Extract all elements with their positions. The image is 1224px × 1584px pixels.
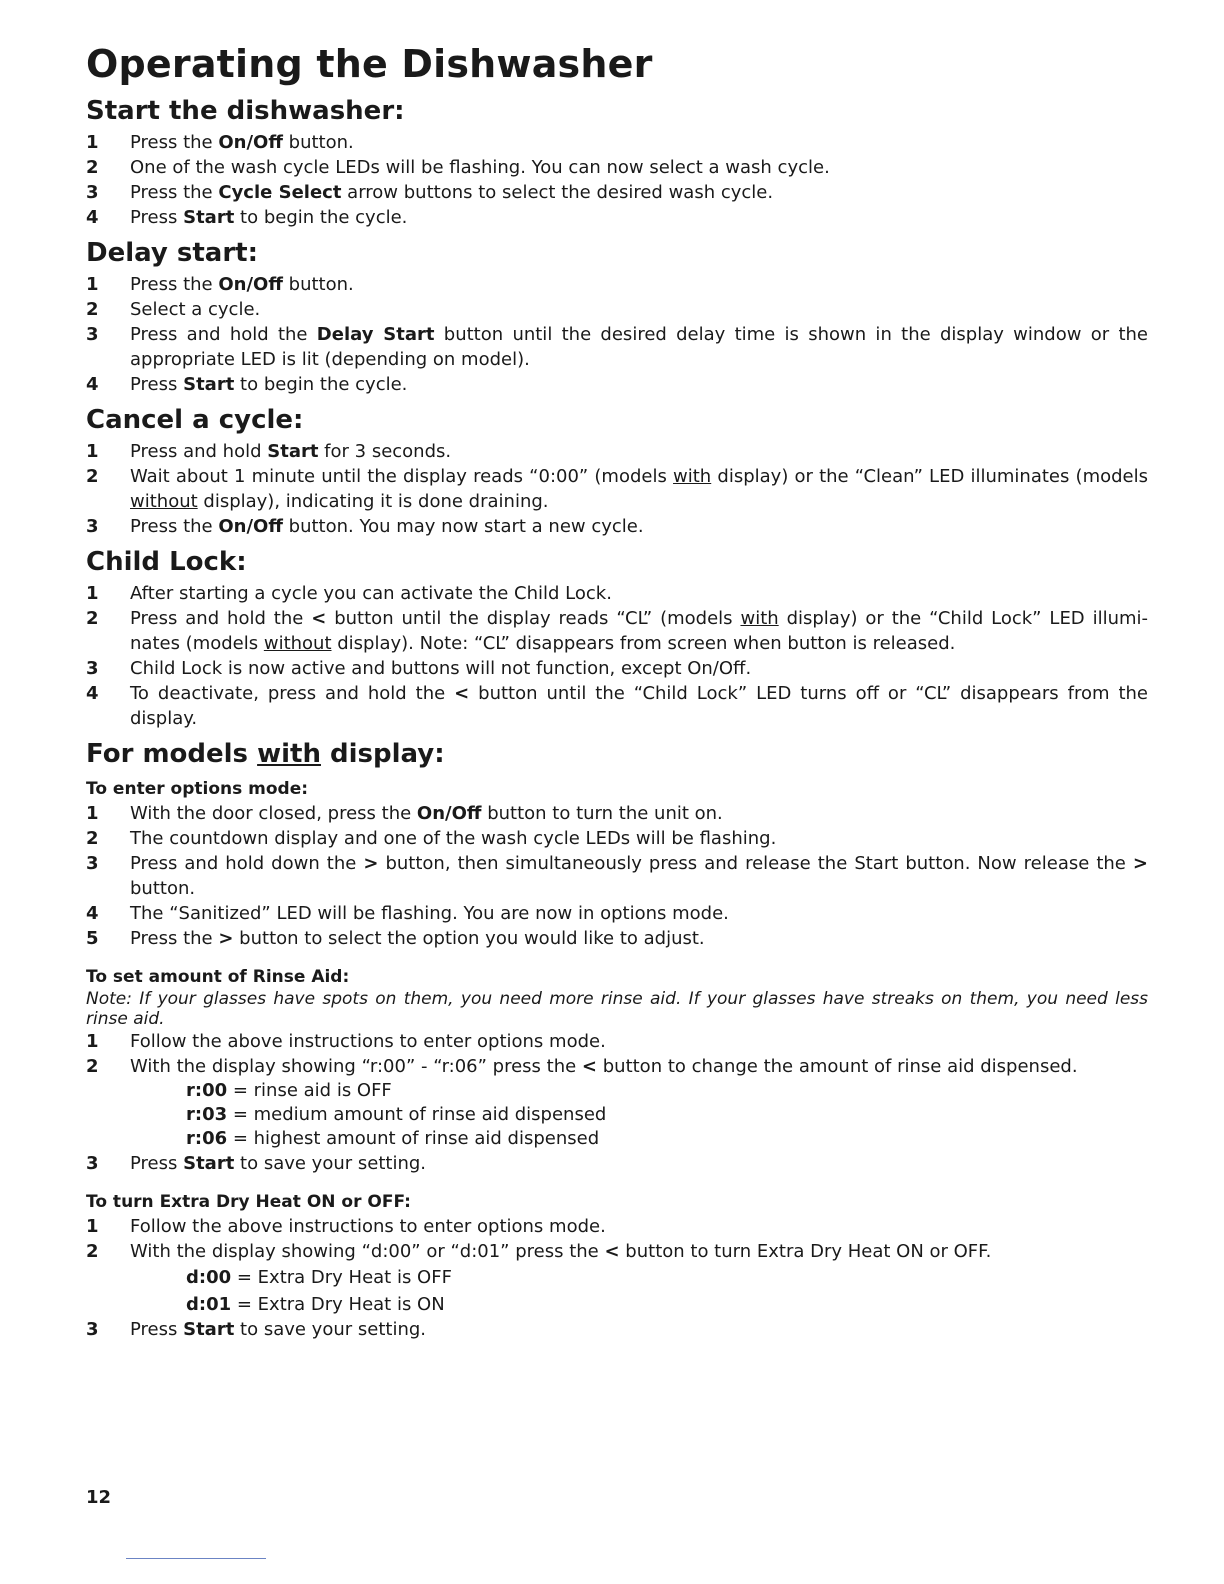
list-item: 2 The countdown display and one of the wash cycle LEDs will be flashing. bbox=[86, 828, 777, 849]
step-number: 1 bbox=[86, 274, 99, 295]
list-item: 1 After starting a cycle you can activate the Child Lock. bbox=[86, 583, 612, 604]
cycle-select-label: Cycle Select bbox=[218, 182, 342, 203]
step-number: 3 bbox=[86, 853, 99, 874]
step-number: 3 bbox=[86, 1153, 99, 1174]
delay-section bbox=[86, 236, 1148, 397]
child-lock-heading: Child Lock: bbox=[86, 547, 247, 577]
list-item: 2 Select a cycle. bbox=[86, 299, 261, 320]
step-number: 1 bbox=[86, 1216, 99, 1237]
enter-options-heading: To enter options mode: bbox=[86, 779, 309, 799]
left-arrow-symbol: < bbox=[604, 1241, 620, 1262]
list-item: 1 Press and hold Start for 3 seconds. bbox=[86, 441, 452, 462]
list-item: 2 One of the wash cycle LEDs will be flashing. You can now select a wash cycle. bbox=[86, 157, 830, 178]
list-item: 4 The “Sanitized” LED will be flashing. You are now in options mode. bbox=[86, 903, 729, 924]
left-arrow-symbol: < bbox=[311, 608, 327, 629]
step-number: 2 bbox=[86, 608, 99, 629]
start-section bbox=[86, 94, 1148, 230]
footer-divider bbox=[126, 1558, 266, 1559]
step-number: 1 bbox=[86, 441, 99, 462]
rinse-aid-steps-cont bbox=[86, 1151, 1148, 1176]
step-number: 4 bbox=[86, 903, 99, 924]
manual-page bbox=[86, 40, 1148, 1342]
extra-dry-heading: To turn Extra Dry Heat ON or OFF: bbox=[86, 1192, 411, 1212]
start-steps bbox=[86, 130, 1148, 230]
list-item: 2 With the display showing “r:00” - “r:06” press the < button to change the amount of rinse aid dispensed. bbox=[86, 1056, 1078, 1077]
page-number: 12 bbox=[86, 1487, 112, 1508]
rinse-aid-note: Note: If your glasses have spots on them, you need more rinse aid. If your glasses have streaks on them, you need less rinse aid. bbox=[86, 989, 1148, 1029]
list-item: 4 Press Start to begin the cycle. bbox=[86, 374, 408, 395]
list-item: 3 Press Start to save your setting. bbox=[86, 1153, 427, 1174]
right-arrow-symbol: > bbox=[1132, 853, 1148, 874]
extra-dry-steps bbox=[86, 1214, 1148, 1264]
step-number: 2 bbox=[86, 1056, 99, 1077]
list-item: 3 Child Lock is now active and buttons will not function, except On/Off. bbox=[86, 658, 752, 679]
list-item: 1 Press the On/Off button. bbox=[86, 274, 354, 295]
left-arrow-symbol: < bbox=[581, 1056, 598, 1077]
rinse-aid-steps bbox=[86, 1029, 1148, 1079]
step-number: 4 bbox=[86, 207, 99, 228]
models-with-display-section bbox=[86, 737, 1148, 1342]
enter-options-steps bbox=[86, 801, 1148, 951]
step-number: 2 bbox=[86, 299, 99, 320]
list-item: 4 Press Start to begin the cycle. bbox=[86, 207, 408, 228]
list-item: 3 Press and hold down the > button, then simultaneously press and release the Start button. Now release the > button. bbox=[86, 853, 1148, 899]
rinse-option-r03: r:03 = medium amount of rinse aid dispensed bbox=[186, 1104, 607, 1125]
step-number: 1 bbox=[86, 583, 99, 604]
left-arrow-symbol: < bbox=[454, 683, 470, 704]
step-number: 4 bbox=[86, 374, 99, 395]
dry-option-d00: d:00 = Extra Dry Heat is OFF bbox=[186, 1267, 452, 1288]
step-number: 2 bbox=[86, 828, 99, 849]
list-item: 3 Press the On/Off button. You may now start a new cycle. bbox=[86, 516, 644, 537]
list-item: 1 Follow the above instructions to enter options mode. bbox=[86, 1031, 606, 1052]
step-number: 3 bbox=[86, 324, 99, 345]
list-item: 3 Press the Cycle Select arrow buttons to select the desired wash cycle. bbox=[86, 182, 774, 203]
step-number: 1 bbox=[86, 132, 99, 153]
list-item: 3 Press Start to save your setting. bbox=[86, 1319, 427, 1340]
models-heading: For models with display: bbox=[86, 739, 445, 769]
step-number: 2 bbox=[86, 1241, 99, 1262]
start-heading: Start the dishwasher: bbox=[86, 96, 405, 126]
cancel-section bbox=[86, 403, 1148, 539]
cancel-heading: Cancel a cycle: bbox=[86, 405, 304, 435]
right-arrow-symbol: > bbox=[218, 928, 234, 949]
child-lock-section bbox=[86, 545, 1148, 731]
delay-steps bbox=[86, 272, 1148, 397]
step-number: 2 bbox=[86, 157, 99, 178]
right-arrow-symbol: > bbox=[363, 853, 379, 874]
rinse-option-r06: r:06 = highest amount of rinse aid dispensed bbox=[186, 1128, 600, 1149]
list-item: 2 With the display showing “d:00” or “d:01” press the < button to turn Extra Dry Heat ON or OFF. bbox=[86, 1241, 992, 1262]
list-item: 2 Wait about 1 minute until the display reads “0:00” (models with display) or the “Clean” LED illuminates (models without display), indicating it is done draining. bbox=[86, 466, 1148, 512]
step-number: 4 bbox=[86, 683, 99, 704]
step-number: 2 bbox=[86, 466, 99, 487]
list-item: 1 Press the On/Off button. bbox=[86, 132, 354, 153]
list-item: 1 Follow the above instructions to enter options mode. bbox=[86, 1216, 606, 1237]
delay-heading: Delay start: bbox=[86, 238, 258, 268]
step-number: 3 bbox=[86, 1319, 99, 1340]
step-number: 3 bbox=[86, 516, 99, 537]
cancel-steps bbox=[86, 439, 1148, 539]
rinse-aid-heading: To set amount of Rinse Aid: bbox=[86, 967, 350, 987]
rinse-option-r00: r:00 = rinse aid is OFF bbox=[186, 1080, 392, 1101]
list-item: 3 Press and hold the Delay Start button until the desired delay time is shown in the display window or the appropriate LED is lit (depending on model). bbox=[86, 324, 1149, 370]
step-number: 3 bbox=[86, 658, 99, 679]
step-number: 1 bbox=[86, 803, 99, 824]
dry-option-d01: d:01 = Extra Dry Heat is ON bbox=[186, 1294, 445, 1315]
list-item: 1 With the door closed, press the On/Off button to turn the unit on. bbox=[86, 803, 723, 824]
list-item: 2 Press and hold the < button until the display reads “CL” (models with display) or the “Child Lock” LED illuminates (models without display). Note: “CL” disappears from screen when button is released. bbox=[86, 608, 1149, 654]
page-title: Operating the Dishwasher bbox=[86, 42, 653, 86]
list-item: 4 To deactivate, press and hold the < button until the “Child Lock” LED turns off or “CL” disappears from the display. bbox=[86, 683, 1148, 729]
start-label: Start bbox=[183, 207, 235, 228]
on-off-label: On/Off bbox=[218, 132, 283, 153]
child-lock-steps bbox=[86, 581, 1148, 731]
step-number: 3 bbox=[86, 182, 99, 203]
step-number: 5 bbox=[86, 928, 99, 949]
extra-dry-steps-cont bbox=[86, 1317, 1148, 1342]
list-item: 5 Press the > button to select the option you would like to adjust. bbox=[86, 928, 705, 949]
step-number: 1 bbox=[86, 1031, 99, 1052]
